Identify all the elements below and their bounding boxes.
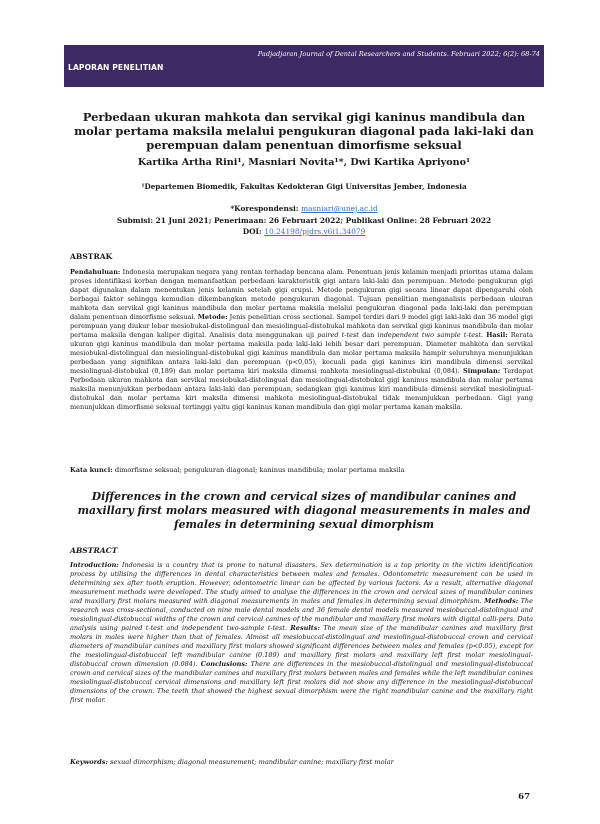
page-number: 67 xyxy=(518,792,530,802)
results-text: The mean size of the mandibular canines and maxillary first molars in males were higher than that of females. Almost all mesiobuccal-distolingual and mesiolingual-distobuccal crown and cervical diameters of mandibular canines and maxillary first molars showed significant differences between males and females (p<0.05), except for the mesiolingual-distobuccal left mandibular canine (0.189) and maxillary first molars and maxillary left first molar mesiolingual-distobuccal crown dimension (0.084). xyxy=(70,624,533,668)
hasil-text: Rerata ukuran gigi kaninus mandibula dan molar pertama maksila pada laki-laki lebih besar dari perempuan. Diameter mahkota dan servikal mesiobukal-distolingual dan mesiolingual-distobukal gigi kaninus mandibula dan molar pertama maksila hampir seluruhnya menunjukkan perbedaan yang signifikan antara laki-laki dan perempuan (p<0,05), kecuali pada gigi kaninus kiri mandibula dimensi servikal mesiolingual-distobukal (0,189) dan molar pertama kiri maksila dimensi mahkota mesiolingual-distobukal (0,084). xyxy=(70,331,533,375)
journal-banner xyxy=(64,45,544,87)
introduction-text: Indonesia is a country that is prone to natural disasters. Sex determination is a top priority in the victim identification process by utilising the differences in dental characteristics between males and females. Odontometric measurement can be used in determining sex after tooth eruption. However, odontometric linear can be affected by various factors. As a result, alternative diagonal measurement methods were developed. The study aimed to analyse the differences in the crown and cervical sizes of mandibular canines and maxillary first molars measured with diagonal measurements in males and females in determining sexual dimorphism. xyxy=(70,561,533,605)
conclusions-text: There are differences in the mesiobuccal-distolingual and mesiolingual-distobuccal crown and cervical sizes of the mandibular canines and maxillary first molars between males and females while the left mandibular canines mesiolingual-distobuccal cervical dimensions and maxillary left first molars did not show any difference in the mesiolingual-distobuccal dimensions of the crown. The teeth that showed the highest sexual dimorphism were the right mandibular canine and the maxillary right first molar. xyxy=(70,660,533,704)
keywords-text: sexual dimorphism; diagonal measurement; mandibular canine; maxillary first molar xyxy=(110,758,394,766)
correspondence-email-link[interactable]: masniari@unej.ac.id xyxy=(301,204,378,213)
abstrak-heading: ABSTRAK xyxy=(70,252,113,261)
doi-line xyxy=(64,226,544,238)
kata-kunci xyxy=(70,466,533,474)
submission-dates: Submisi: 21 Juni 2021; Penerimaan: 26 Februari 2022; Publikasi Online: 28 Februari 2022 xyxy=(116,215,492,225)
pendahuluan-text: Indonesia merupakan negara yang rentan terhadap bencana alam. Penentuan jenis kelamin menjadi prioritas utama dalam proses identifikasi korban dengan memanfaatkan perbedaan karakteristik gigi antara laki-laki dan perempuan. Metode pengukuran gigi dapat digunakan dalam menentukan jenis kelamin setelah gigi erupsi. Metode pengukuran gigi secara linear dapat dipengaruhi oleh berbagai faktor sehingga kemudian dikembangkan metode pengukuran diagonal. Tujuan penelitian menganalisis perbedaan ukuran mahkota dan servikal gigi kaninus mandibula dan molar pertama maksila melalui pengukuran diagonal pada laki-laki dan perempuan dalam penentuan dimorfisme seksual. xyxy=(70,268,533,321)
methods-text: The research was cross-sectional, conducted on nine male dental models and 36 female dental models measured mesiobuccal-distolingual and mesiolingual-distobuccal widths of the crown and cervical canines of the mandibular and maxillary first molars with digital calli-pers. Data analysis using paired t-test and independent two-sample t-test. xyxy=(70,597,533,632)
hasil-label: Hasil: xyxy=(486,331,508,339)
introduction-label: Introduction: xyxy=(70,561,119,569)
doi-link[interactable]: 10.24198/pjdrs.v6i1.34079 xyxy=(264,227,366,236)
simpulan-text: Terdapat Perbedaan ukuran mahkota dan servikal mesiobukal-distolingual dan mesiolingual-distobukal gigi kaninus mandibula dan molar pertama maksila menunjukkan perbedaan antara laki-laki dan perempuan, sedangkan gigi kaninus kiri mandibula dimensi servikal mesiolingual-distobukal dan molar pertama kiri maksila dimensi mahkota mesiolingual-distobukal tidak menunjukkan perbedaan. Gigi yang menunjukkan dimorfisme seksual tertinggi yaitu gigi kaninus kanan mandibula dan gigi molar pertama kanan maksila. xyxy=(70,367,533,411)
doi-label: DOI: xyxy=(242,227,262,236)
metode-text: Jenis penelitian cross sectional. Sampel terdiri dari 9 model gigi laki-laki dan 36 model gigi perempuan yang diukur lebar mesiobukal-distolingual dan mesiolingual-distobukal mahkota dan servikal gigi kaninus mandibula dan molar pertama maksila dengan kaliper digital. Analisis data menggunakan uji xyxy=(70,313,533,339)
article-title: Perbedaan ukuran mahkota dan servikal gigi kaninus mandibula dan molar pertama maksila melalui pengukuran diagonal pada laki-laki dan perempuan dalam penentuan dimorfisme seksual xyxy=(74,110,534,152)
correspondence-line xyxy=(64,203,544,215)
kata-kunci-label: Kata kunci: xyxy=(70,466,113,474)
english-title: Differences in the crown and cervical sizes of mandibular canines and maxillary first molars measured with diagonal measurements in males and females in determining sexual dimorphism xyxy=(77,490,531,531)
keywords xyxy=(70,758,533,766)
kata-kunci-text: dimorfisme seksual; pengukuran diagonal; kaninus mandibula; molar pertama maksila xyxy=(114,466,405,474)
author-list: Kartika Artha Rini¹, Masniari Novita¹*, Dwi Kartika Apriyono¹ xyxy=(137,157,471,168)
pendahuluan-label: Pendahuluan: xyxy=(70,268,121,276)
metode-test-name-2: independent two sample t-test. xyxy=(377,331,484,339)
article-meta xyxy=(64,203,544,238)
abstrak-body xyxy=(70,268,533,412)
abstract-heading: ABSTRACT xyxy=(70,546,118,555)
metode-label: Metode: xyxy=(197,313,228,321)
results-label: Results: xyxy=(290,624,320,632)
affiliation: ¹Departemen Biomedik, Fakultas Kedokteran Gigi Universitas Jember, Indonesia xyxy=(141,182,467,191)
simpulan-label: Simpulan: xyxy=(463,367,501,375)
keywords-label: Keywords: xyxy=(70,758,108,766)
metode-test-name: paired t-test xyxy=(317,331,359,339)
methods-label: Methods: xyxy=(484,597,519,605)
section-label: LAPORAN PENELITIAN xyxy=(68,63,164,72)
conclusions-label: Conclusions: xyxy=(200,660,248,668)
metode-and: dan xyxy=(362,331,375,339)
abstract-body xyxy=(70,561,533,705)
correspondence-label: *Korespondensi: xyxy=(230,204,299,213)
journal-citation: Padjadjaran Journal of Dental Researchers and Students. Februari 2022; 6(2): 68-74 xyxy=(257,50,540,58)
